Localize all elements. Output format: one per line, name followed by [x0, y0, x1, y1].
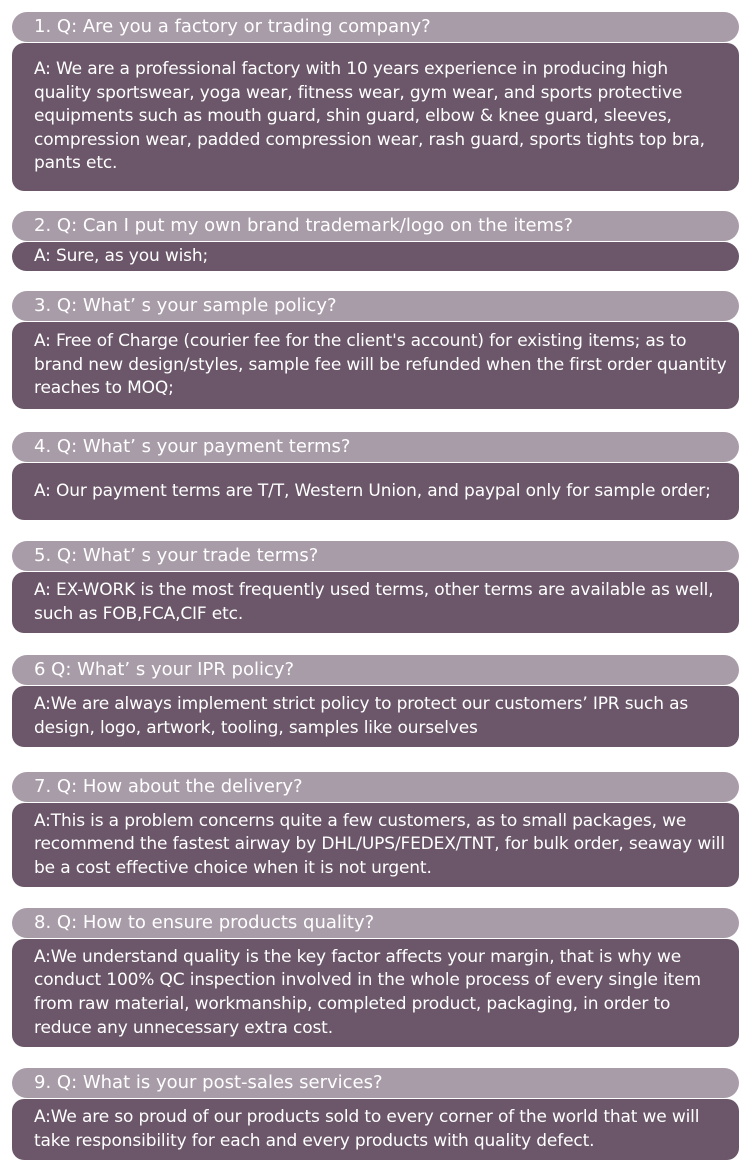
faq-answer-text-9: A:We are so proud of our products sold to every corner of the world that we will take responsibility for each and every products with quality defect.	[34, 1106, 700, 1151]
faq-answer-text-8: A:We understand quality is the key factor affects your margin, that is why we conduct 100% QC inspection involved in the whole process of every single item from raw material, workmanship, completed product, packaging, in order to reduce any unnecessary extra cost.	[34, 946, 701, 1038]
faq-answer-6	[12, 686, 739, 747]
faq-question-9: 9. Q: What is your post-sales services?	[12, 1068, 739, 1098]
faq-answer-7	[12, 803, 739, 887]
faq-answer-text-1: A: We are a professional factory with 10 years experience in producing high quality sportswear, yoga wear, fitness wear, gym wear, and sports protective equipments such as mouth guard, shin guard, elbow & knee guard, sleeves, compression wear, padded compression wear, rash guard, sports tights top bra, pants etc.	[34, 59, 705, 174]
faq-question-2: 2. Q: Can I put my own brand trademark/logo on the items?	[12, 211, 739, 241]
faq-answer-text-2: A: Sure, as you wish;	[34, 245, 209, 266]
faq-item-7	[12, 772, 739, 887]
faq-answer-3	[12, 322, 739, 409]
faq-answer-1	[12, 43, 739, 191]
faq-answer-4	[12, 463, 739, 520]
faq-answer-text-4: A: Our payment terms are T/T, Western Union, and paypal only for sample order;	[34, 480, 711, 501]
faq-answer-text-6: A:We are always implement strict policy to protect our customers’ IPR such as design, logo, artwork, tooling, samples like ourselves	[34, 693, 689, 738]
faq-question-4: 4. Q: What’ s your payment terms?	[12, 432, 739, 462]
faq-item-9	[12, 1068, 739, 1160]
faq-question-5: 5. Q: What’ s your trade terms?	[12, 541, 739, 571]
faq-question-6: 6 Q: What’ s your IPR policy?	[12, 655, 739, 685]
faq-question-3: 3. Q: What’ s your sample policy?	[12, 291, 739, 321]
faq-answer-9	[12, 1099, 739, 1160]
faq-item-5	[12, 541, 739, 633]
faq-question-1: 1. Q: Are you a factory or trading company?	[12, 12, 739, 42]
faq-question-8: 8. Q: How to ensure products quality?	[12, 908, 739, 938]
faq-answer-text-3: A: Free of Charge (courier fee for the client's account) for existing items; as to brand new design/styles, sample fee will be refunded when the first order quantity reaches to MOQ;	[34, 331, 727, 399]
faq-answer-text-5: A: EX-WORK is the most frequently used terms, other terms are available as well, such as FOB,FCA,CIF etc.	[34, 579, 714, 624]
faq-item-3	[12, 291, 739, 409]
faq-item-6	[12, 655, 739, 747]
faq-question-7: 7. Q: How about the delivery?	[12, 772, 739, 802]
faq-answer-2	[12, 242, 739, 271]
faq-item-2	[12, 211, 739, 271]
faq-item-8	[12, 908, 739, 1047]
faq-answer-8	[12, 939, 739, 1047]
faq-item-1	[12, 12, 739, 191]
faq-answer-5	[12, 572, 739, 633]
faq-item-4	[12, 432, 739, 520]
faq-answer-text-7: A:This is a problem concerns quite a few customers, as to small packages, we recommend the fastest airway by DHL/UPS/FEDEX/TNT, for bulk order, seaway will be a cost effective choice when it is not urgent.	[34, 810, 725, 878]
